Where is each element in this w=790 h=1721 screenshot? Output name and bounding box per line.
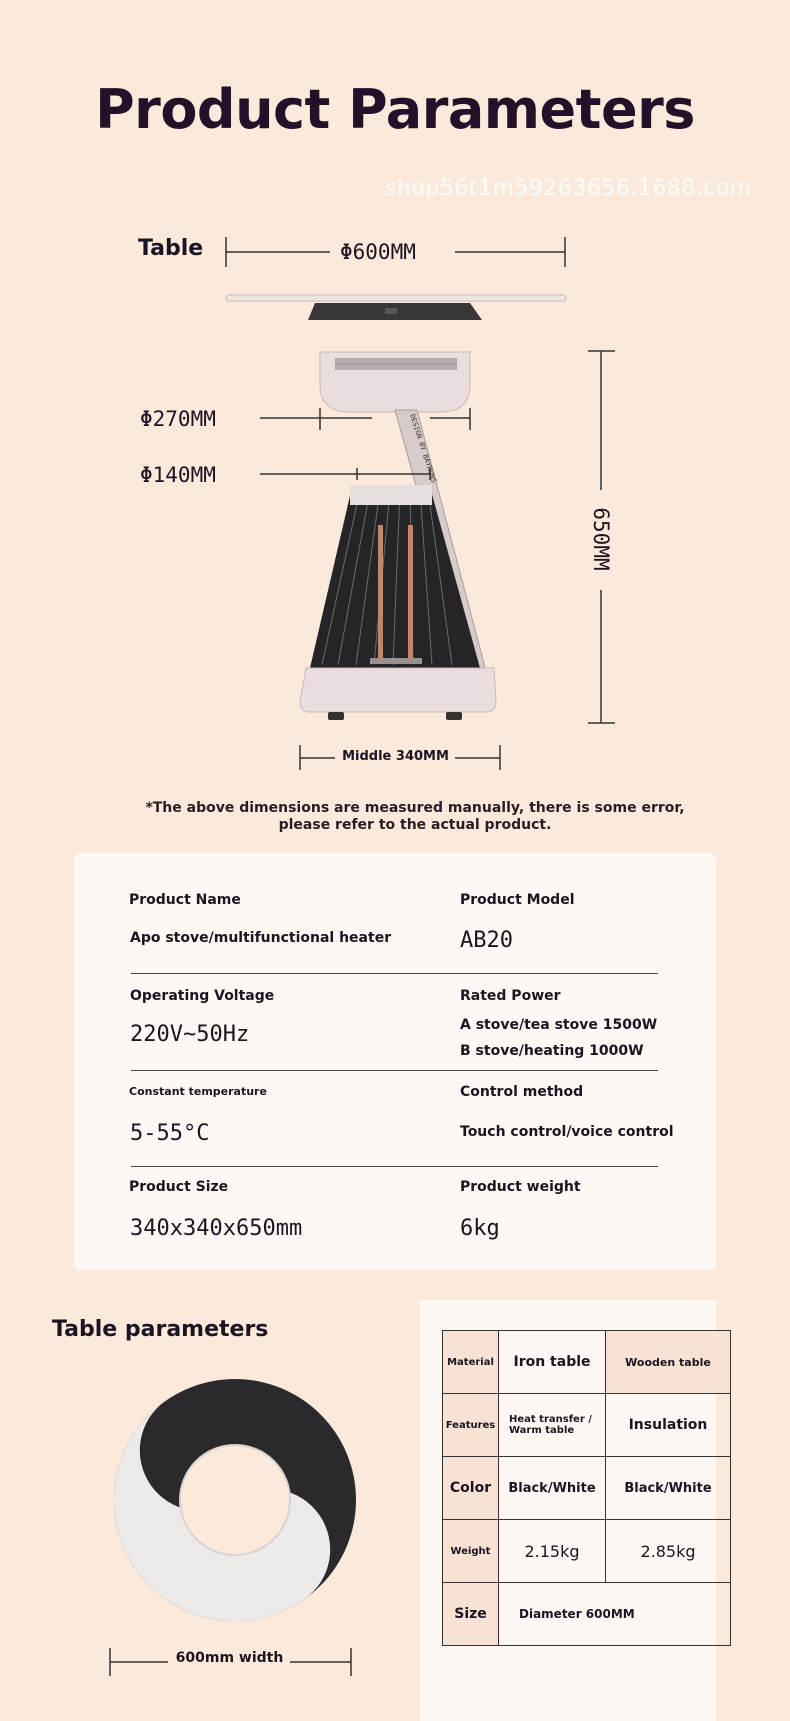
- temperature-label: Constant temperature: [129, 1085, 267, 1098]
- row-label-color: Color: [443, 1457, 499, 1520]
- voltage-value: 220V~50Hz: [130, 1022, 250, 1047]
- product-name-value: Apo stove/multifunctional heater: [130, 930, 392, 946]
- middle-width-label: Middle 340MM: [342, 749, 449, 764]
- temperature-value: 5-55°C: [130, 1121, 210, 1146]
- features-iron: Heat transfer / Warm table: [499, 1394, 606, 1457]
- material-iron: Iron table: [499, 1331, 606, 1394]
- specs-card: [74, 853, 716, 1270]
- shop-watermark: shop56t1m59263656.1688.com: [385, 176, 752, 201]
- rated-power-b: B stove/heating 1000W: [460, 1043, 644, 1059]
- table-label: Table: [138, 236, 204, 261]
- color-wood: Black/White: [606, 1457, 731, 1520]
- table-row: [443, 1520, 731, 1583]
- row-label-material: Material: [443, 1331, 499, 1394]
- product-model-value: AB20: [460, 928, 513, 953]
- product-model-label: Product Model: [460, 892, 575, 908]
- spec-divider-3: [131, 1166, 658, 1167]
- product-weight-value: 6kg: [460, 1216, 500, 1241]
- voltage-label: Operating Voltage: [130, 988, 275, 1004]
- product-name-label: Product Name: [129, 892, 241, 908]
- product-size-label: Product Size: [129, 1179, 229, 1195]
- svg-text:DESIGN BY BAYRUNS: DESIGN BY BAYRUNS: [408, 413, 438, 484]
- weight-wood: 2.85kg: [606, 1520, 731, 1583]
- table-top-illustration: [226, 295, 566, 320]
- heater-head-illustration: [320, 352, 470, 412]
- weight-iron: 2.15kg: [499, 1520, 606, 1583]
- round-table-top-illustration: [100, 1370, 370, 1650]
- measurement-note: [100, 800, 730, 834]
- note-line-2: please refer to the actual product.: [278, 817, 552, 833]
- row-label-features: Features: [443, 1394, 499, 1457]
- table-parameters-title: Table parameters: [52, 1317, 269, 1342]
- features-wood: Insulation: [606, 1394, 731, 1457]
- rated-power-a: A stove/tea stove 1500W: [460, 1017, 658, 1033]
- table-row: [443, 1457, 731, 1520]
- control-method-value: Touch control/voice control: [460, 1124, 674, 1140]
- product-size-value: 340x340x650mm: [130, 1216, 303, 1241]
- table-diameter-label: Φ600MM: [340, 240, 416, 264]
- table-params-table: [442, 1330, 731, 1646]
- table-row: [443, 1331, 731, 1394]
- rated-power-label: Rated Power: [460, 988, 561, 1004]
- spec-divider-2: [131, 1070, 658, 1071]
- dimension-140-lines: [260, 468, 430, 480]
- table-row: [443, 1394, 731, 1457]
- page-title: Product Parameters: [95, 78, 695, 141]
- table-row: [443, 1583, 731, 1646]
- control-method-label: Control method: [460, 1084, 584, 1100]
- heater-base-illustration: [300, 668, 496, 720]
- heater-cage-illustration: [310, 485, 480, 668]
- row-label-weight: Weight: [443, 1520, 499, 1583]
- size-value: Diameter 600MM: [499, 1583, 731, 1646]
- spec-divider-1: [131, 973, 658, 974]
- dia-140-label: Φ140MM: [140, 463, 216, 487]
- dia-270-label: Φ270MM: [140, 407, 216, 431]
- height-label: 650MM: [589, 507, 613, 571]
- product-weight-label: Product weight: [460, 1179, 581, 1195]
- row-label-size: Size: [443, 1583, 499, 1646]
- heater-dimension-diagram: [0, 0, 790, 780]
- material-wood: Wooden table: [606, 1331, 731, 1394]
- table-width-label: 600mm width: [175, 1650, 284, 1666]
- note-line-1: *The above dimensions are measured manually, there is some error,: [145, 800, 685, 816]
- color-iron: Black/White: [499, 1457, 606, 1520]
